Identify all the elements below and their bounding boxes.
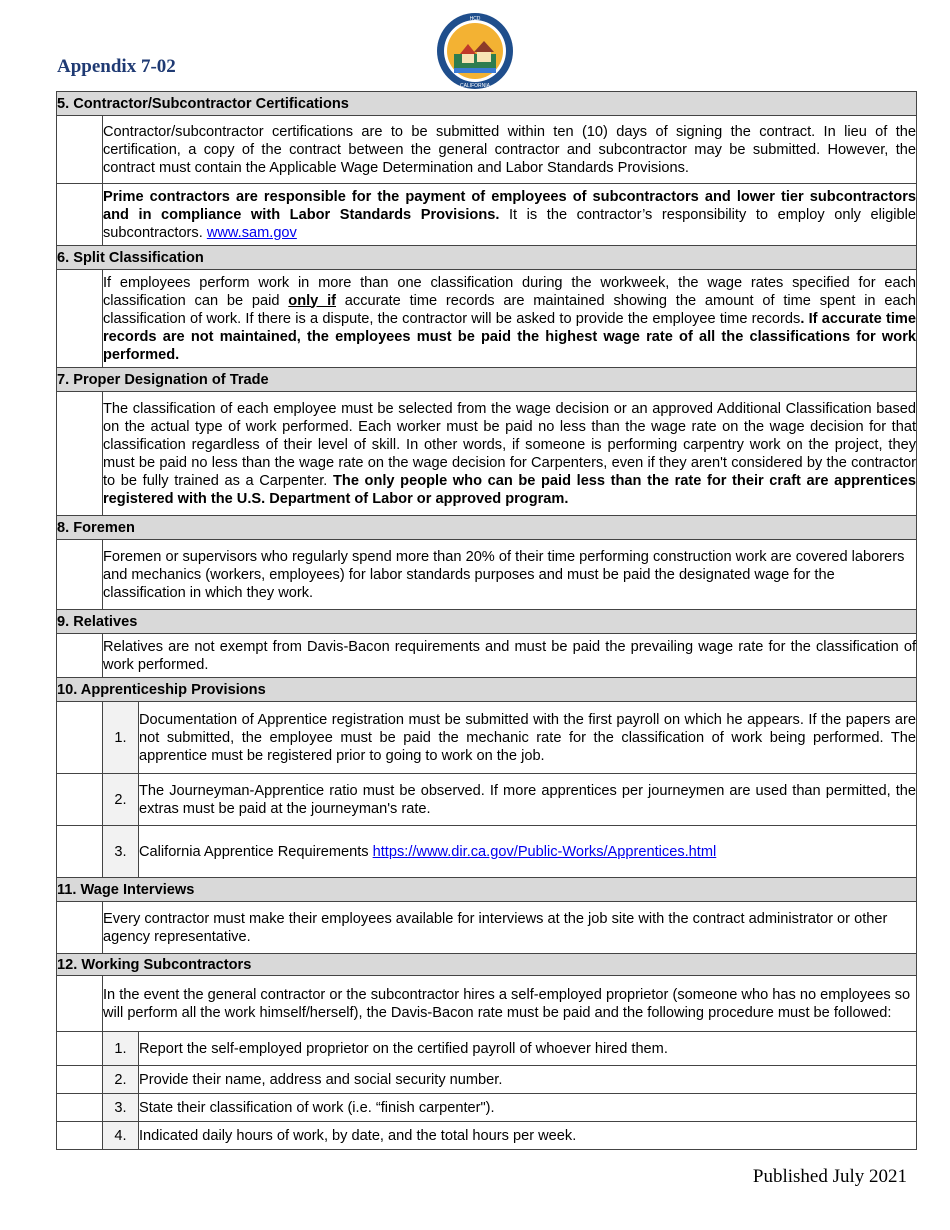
list-item: Provide their name, address and social security number. xyxy=(139,1066,917,1094)
certification-requirements-table xyxy=(56,91,917,1150)
appendix-title: Appendix 7-02 xyxy=(57,56,176,77)
section-title: 12. Working Subcontractors xyxy=(57,954,917,976)
list-item: Indicated daily hours of work, by date, and the total hours per week. xyxy=(139,1122,917,1150)
section-title: 5. Contractor/Subcontractor Certifications xyxy=(57,92,917,116)
item-number: 3. xyxy=(103,826,139,878)
section-body: Contractor/subcontractor certifications are to be submitted within ten (10) days of signing the contract. In lieu of the certification, a copy of the contract between the general contractor and subcontractor may be submitted. However, the contract must contain the Applicable Wage Determination and Labor Standards Provisions. xyxy=(103,116,917,184)
item-number: 2. xyxy=(103,1066,139,1094)
section-body: Every contractor must make their employees available for interviews at the job site with the contract administrator or other agency representative. xyxy=(103,902,917,954)
section-body: Foremen or supervisors who regularly spend more than 20% of their time performing construction work are covered laborers and mechanics (workers, employees) for labor standards purposes and must be paid the designated wage for the classification in which they work. xyxy=(103,540,917,610)
item-number: 4. xyxy=(103,1122,139,1150)
section-body: Relatives are not exempt from Davis-Bacon requirements and must be paid the prevailing wage rate for the classification of work performed. xyxy=(103,634,917,678)
section-body: If employees perform work in more than one classification during the workweek, the wage rates specified for each classification can be paid only if accurate time records are maintained showing the amount of time spent in each classification of work. If there is a dispute, the contractor will be asked to provide the employee time records. If accurate time records are not maintained, the employees must be paid the highest wage rate of all the classifications for work performed. xyxy=(103,270,917,368)
section-title: 7. Proper Designation of Trade xyxy=(57,368,917,392)
section-title: 8. Foremen xyxy=(57,516,917,540)
apprentices-link[interactable]: https://www.dir.ca.gov/Public-Works/Apprentices.html xyxy=(372,843,717,860)
svg-text:HCD: HCD xyxy=(469,16,481,22)
section-body: Prime contractors are responsible for the payment of employees of subcontractors and lower tier subcontractors and in compliance with Labor Standards Provisions. It is the contractor’s responsibility to employ only eligible subcontractors. www.sam.gov xyxy=(103,184,917,246)
item-number: 2. xyxy=(103,774,139,826)
list-item: State their classification of work (i.e. “finish carpenter"). xyxy=(139,1094,917,1122)
list-item: Report the self-employed proprietor on the certified payroll of whoever hired them. xyxy=(139,1032,917,1066)
section-body: In the event the general contractor or the subcontractor hires a self-employed proprietor (someone who has no employees so will perform all the work himself/herself), the Davis-Bacon rate must be paid and the following procedure must be followed: xyxy=(103,976,917,1032)
svg-text:CALIFORNIA: CALIFORNIA xyxy=(459,83,491,89)
published-date: Published July 2021 xyxy=(752,1166,907,1187)
section-title: 11. Wage Interviews xyxy=(57,878,917,902)
item-number: 1. xyxy=(103,1032,139,1066)
hcd-seal-logo xyxy=(436,12,514,90)
item-number: 1. xyxy=(103,702,139,774)
section-title: 10. Apprenticeship Provisions xyxy=(57,678,917,702)
list-item: California Apprentice Requirements https://www.dir.ca.gov/Public-Works/Apprentices.html xyxy=(139,826,917,878)
item-number: 3. xyxy=(103,1094,139,1122)
list-item: The Journeyman-Apprentice ratio must be observed. If more apprentices per journeymen are used than permitted, the extras must be paid at the journeyman's rate. xyxy=(139,774,917,826)
sam-gov-link[interactable]: www.sam.gov xyxy=(206,224,297,241)
section-title: 6. Split Classification xyxy=(57,246,917,270)
list-item: Documentation of Apprentice registration must be submitted with the first payroll on which he appears. If the papers are not submitted, the employee must be paid the mechanic rate for the classification of work being performed. The apprentice must be registered prior to going to work on the job. xyxy=(139,702,917,774)
section-body: The classification of each employee must be selected from the wage decision or an approved Additional Classification based on the actual type of work performed. Each worker must be paid no less than the wage rate on the wage decision for that classification regardless of their level of skill. In other words, if someone is performing carpentry work on the project, they must be paid no less than the wage rate on the wage decision for Carpenters, even if they aren't considered by the contractor to be fully trained as a Carpenter. The only people who can be paid less than the rate for their craft are apprentices registered with the U.S. Department of Labor or approved program. xyxy=(103,392,917,516)
section-title: 9. Relatives xyxy=(57,610,917,634)
